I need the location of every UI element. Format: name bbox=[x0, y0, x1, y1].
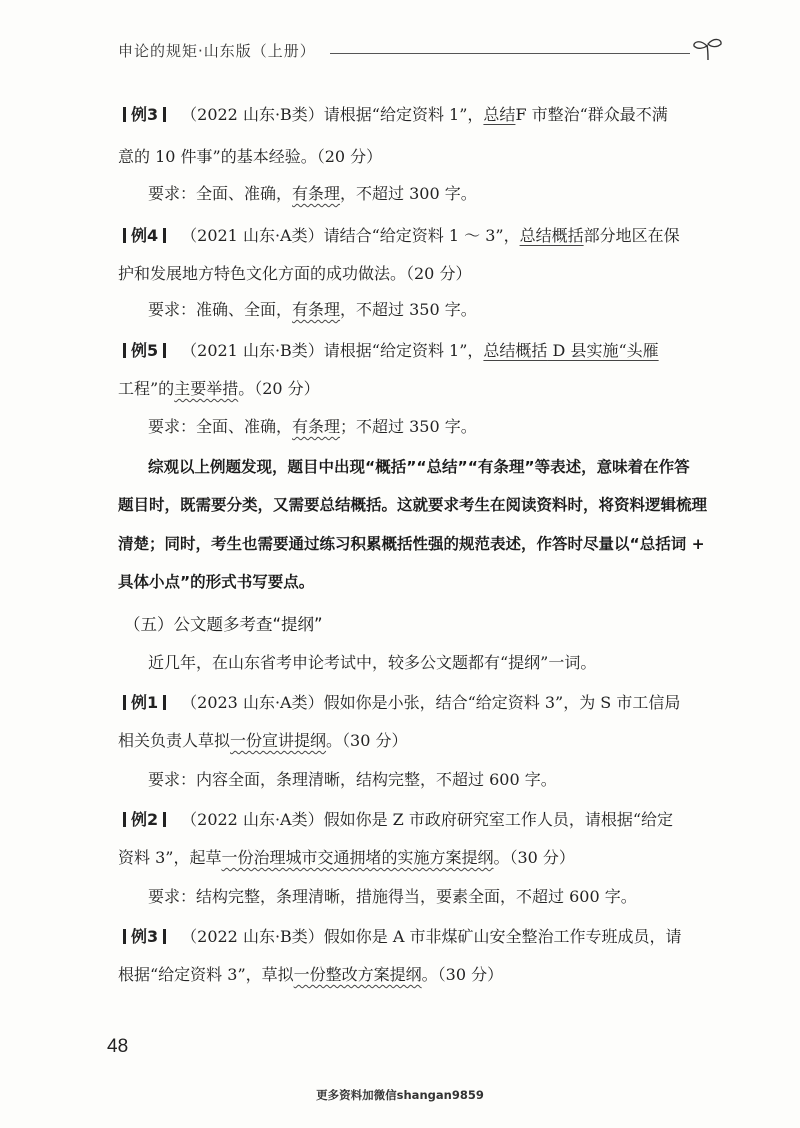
example-tag: 例2 bbox=[118, 809, 171, 831]
example-tag: 例4 bbox=[118, 225, 171, 247]
keyword-summarize: 总结概括 bbox=[483, 341, 548, 360]
footer-note: 更多资料加微信shangan9859 bbox=[316, 1088, 484, 1102]
example-tag: 例5 bbox=[118, 340, 171, 362]
summary-line-4: 具体小点”的形式书写要点。 bbox=[118, 573, 315, 591]
keyword-outline: 一份治理城市交通拥堵的实施方案提纲 bbox=[221, 848, 494, 867]
example-tag: 例1 bbox=[118, 692, 171, 714]
sprout-icon bbox=[688, 36, 728, 62]
example-5-line-1: 例5 （2021 山东·B类）请根据“给定资料 1”，总结概括 D 县实施“头雁 bbox=[118, 340, 718, 362]
example-3-requirement: 要求：全面、准确，有条理，不超过 300 字。 bbox=[148, 184, 477, 203]
example2-2-line-1: 例2 （2022 山东·A类）假如你是 Z 市政府研究室工作人员，请根据“给定 bbox=[118, 809, 718, 831]
keyword-organized: 有条理 bbox=[292, 300, 341, 319]
keyword-organized: 有条理 bbox=[292, 417, 341, 436]
keyword-main-measures: 主要举措 bbox=[174, 379, 239, 398]
keyword-summarize: 总结 bbox=[483, 105, 516, 124]
example2-2-line-2: 资料 3”，起草一份治理城市交通拥堵的实施方案提纲。（30 分） bbox=[118, 848, 575, 867]
summary-line-3: 清楚；同时，考生也需要通过练习积累概括性强的规范表述，作答时尽量以“总括词 + bbox=[118, 535, 705, 553]
keyword-outline: 一份整改方案提纲 bbox=[293, 965, 422, 984]
example-5-requirement: 要求：全面、准确，有条理；不超过 350 字。 bbox=[148, 417, 477, 436]
example-5-line-2: 工程”的主要举措。（20 分） bbox=[118, 379, 320, 398]
example2-1-line-2: 相关负责人草拟一份宣讲提纲。（30 分） bbox=[118, 731, 408, 750]
example2-1-line-1: 例1 （2023 山东·A类）假如你是小张，结合“给定资料 3”，为 S 市工信局 bbox=[118, 692, 718, 714]
section-heading: （五）公文题多考查“提纲” bbox=[124, 615, 323, 634]
keyword-organized: 有条理 bbox=[292, 184, 341, 203]
section-intro: 近几年，在山东省考申论考试中，较多公文题都有“提纲”一词。 bbox=[148, 653, 597, 672]
example-4-requirement: 要求：准确、全面，有条理，不超过 350 字。 bbox=[148, 300, 477, 319]
example-3-line-1: 例3 （2022 山东·B类）请根据“给定资料 1”，总结F 市整治“群众最不满 bbox=[118, 104, 718, 126]
example2-1-requirement: 要求：内容全面，条理清晰，结构完整，不超过 600 字。 bbox=[148, 770, 557, 789]
example-3-line-2: 意的 10 件事”的基本经验。（20 分） bbox=[118, 147, 383, 166]
keyword-summarize: 总结概括 bbox=[519, 226, 584, 245]
example2-3-line-2: 根据“给定资料 3”，草拟一份整改方案提纲。（30 分） bbox=[118, 965, 504, 984]
page-number: 48 bbox=[107, 1036, 129, 1057]
header-rule bbox=[330, 53, 690, 54]
page-header bbox=[118, 40, 718, 68]
example2-2-requirement: 要求：结构完整，条理清晰，措施得当，要素全面，不超过 600 字。 bbox=[148, 887, 637, 906]
example-4-line-1: 例4 （2021 山东·A类）请结合“给定资料 1 ～ 3”，总结概括部分地区在保 bbox=[118, 225, 718, 247]
example-4-line-2: 护和发展地方特色文化方面的成功做法。（20 分） bbox=[118, 264, 472, 283]
example-tag: 例3 bbox=[118, 926, 171, 948]
keyword-outline: 一份宣讲提纲 bbox=[230, 731, 327, 750]
example2-3-line-1: 例3 （2022 山东·B类）假如你是 A 市非煤矿山安全整治工作专班成员，请 bbox=[118, 926, 718, 948]
summary-line-1: 综观以上例题发现，题目中出现“概括”“总结”“有条理”等表述，意味着在作答 bbox=[148, 458, 690, 476]
book-title: 申论的规矩·山东版（上册） bbox=[118, 42, 316, 60]
example-tag: 例3 bbox=[118, 104, 171, 126]
summary-line-2: 题目时，既需要分类，又需要总结概括。这就要求考生在阅读资料时，将资料逻辑梳理 bbox=[118, 496, 708, 514]
